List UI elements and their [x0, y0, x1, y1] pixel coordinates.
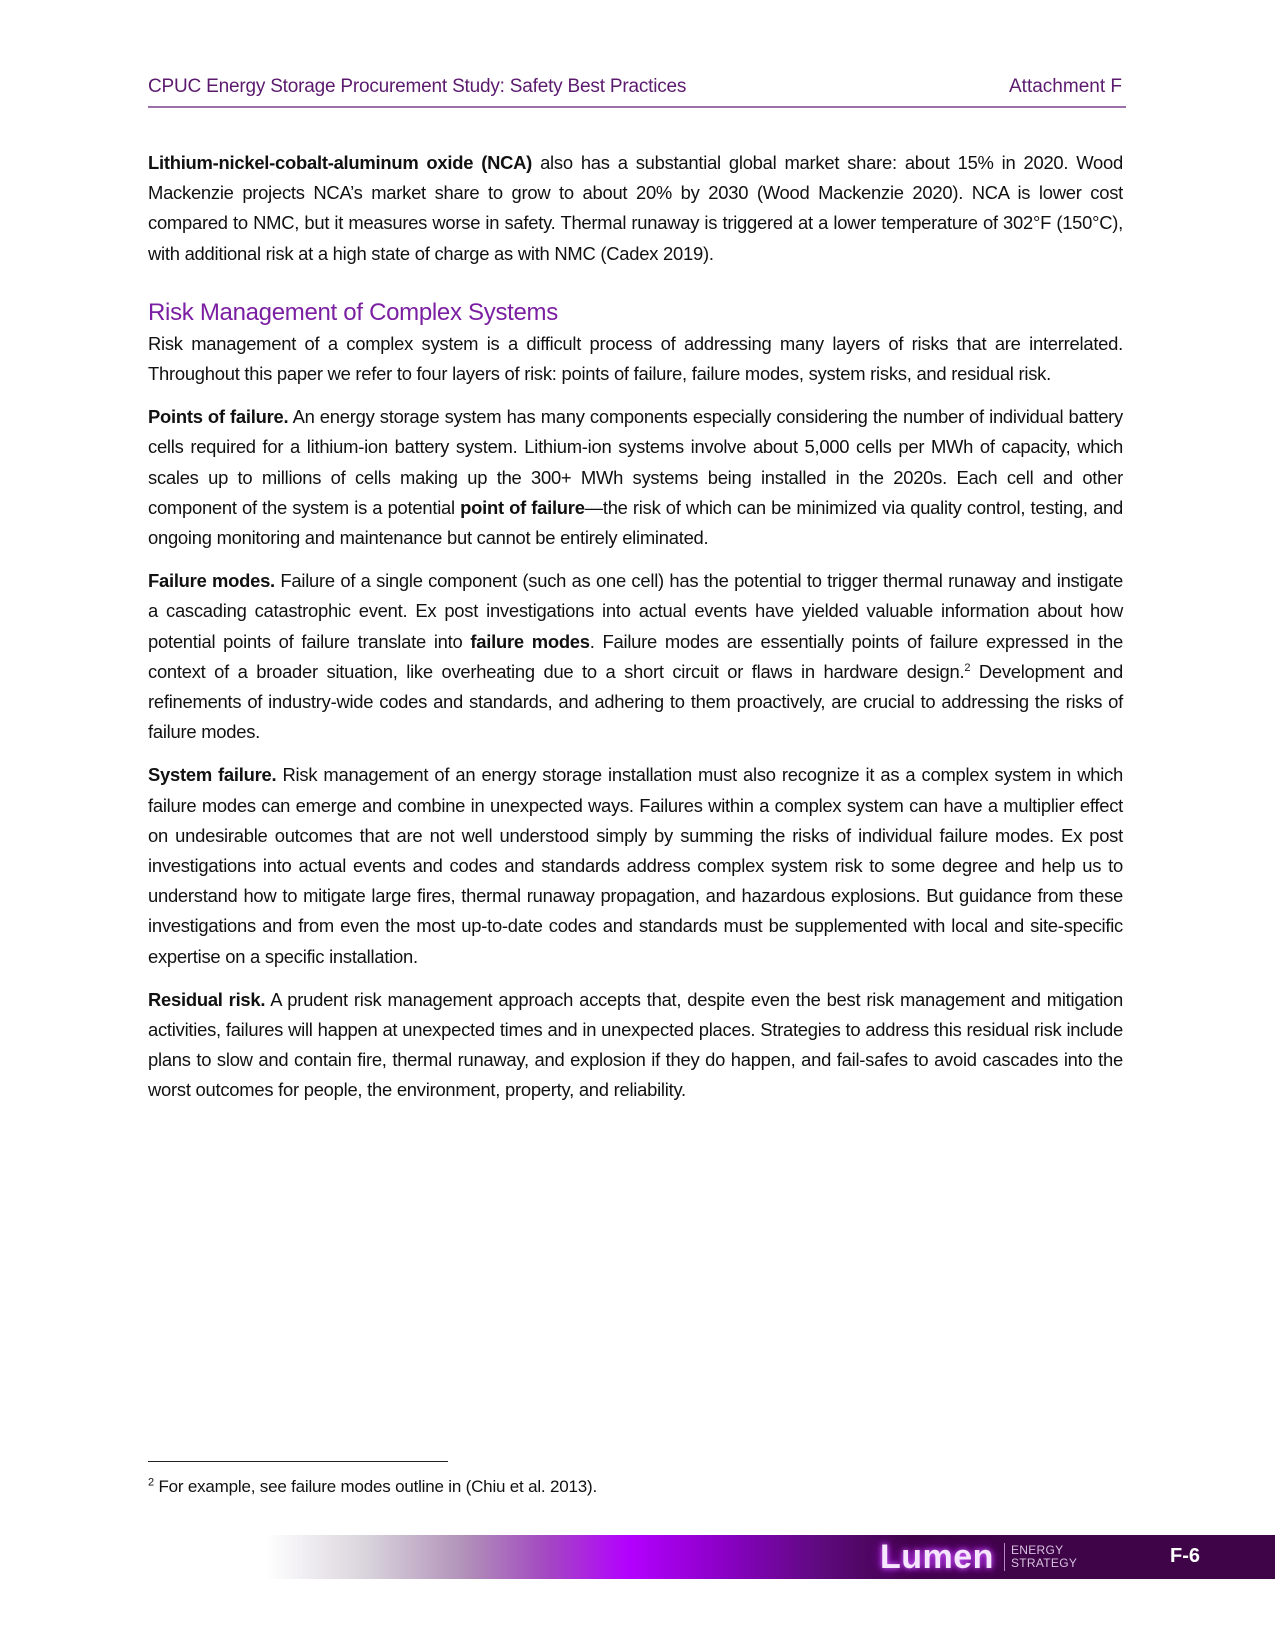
points-of-failure-lead: Points of failure. [148, 406, 289, 428]
footnote-divider [148, 1461, 448, 1462]
attachment-label: Attachment F [1009, 76, 1122, 97]
footnote-text: For example, see failure modes outline in (Chiu et al. 2013). [153, 1477, 597, 1496]
section-intro: Risk management of a complex system is a difficult process of addressing many layers of risks that are interrelated. Throughout this paper we refer to four layers of risk: points of failure, failure modes, system risks, and residual risk. [148, 332, 1123, 385]
logo-wordmark: Lumen [880, 1537, 994, 1576]
page-body [148, 148, 1123, 1119]
failure-modes-term: failure modes [470, 630, 590, 652]
failure-modes-text-mid: . Failure modes are essentially points of failure expressed in the context of a broader situation, like overheating due to a short circuit or flaws in hardware design. [148, 630, 1123, 682]
points-of-failure-paragraph [148, 402, 1123, 553]
residual-risk-lead: Residual risk. [148, 988, 266, 1010]
logo-tagline-line-2: STRATEGY [1010, 1556, 1078, 1570]
logo-tagline-line-1: ENERGY [1010, 1543, 1064, 1557]
failure-modes-paragraph [148, 566, 1123, 747]
point-of-failure-term: point of failure [460, 496, 585, 518]
nca-lead: Lithium-nickel-cobalt-aluminum oxide (NCA) [148, 152, 533, 173]
system-failure-text: Risk management of an energy storage installation must also recognize it as a complex system in which failure modes can emerge and combine in unexpected ways. Failures within a complex system can have a multiplier effect on undesirable outcomes that are not well understood simply by summing the risks of individual failure modes. Ex post investigations into actual events and codes and standards address complex system risk to some degree and help us to understand how to mitigate large fires, thermal runaway propagation, and hazardous explosions. But guidance from these investigations and from even the most up-to-date codes and standards must be supplemented with local and site-specific expertise on a specific installation. [148, 764, 1123, 967]
points-of-failure-text-end: —the risk of which can be minimized via quality control, testing, and ongoing monitoring and maintenance but cannot be entirely eliminated. [148, 496, 1123, 549]
residual-risk-paragraph [148, 985, 1123, 1106]
page-number: F-6 [1170, 1545, 1200, 1567]
failure-modes-text-end: Development and refinements of industry-wide codes and standards, and adhering to them proactively, are crucial to addressing the risks of failure modes. [148, 660, 1124, 743]
logo-divider [1004, 1543, 1005, 1571]
failure-modes-lead: Failure modes. [148, 570, 275, 592]
system-failure-lead: System failure. [148, 764, 277, 786]
document-title: CPUC Energy Storage Procurement Study: Safety Best Practices [148, 76, 687, 97]
nca-text: also has a substantial global market share: about 15% in 2020. Wood Mackenzie projects NCA’s market share to grow to about 20% by 2030 (Wood Mackenzie 2020). NCA is lower cost compared to NMC, but it measures worse in safety. Thermal runaway is triggered at a lower temperature of 302°F (150°C), with additional risk at a high state of charge as with NMC (Cadex 2019). [148, 152, 1123, 264]
footnote [148, 1477, 597, 1497]
points-of-failure-text: An energy storage system has many components especially considering the number of individual battery cells required for a lithium-ion battery system. Lithium-ion systems involve about 5,000 cells per MWh of capacity, which scales up to millions of cells making up the 300+ MWh systems being installed in the 2020s. Each cell and other component of the system is a potential [148, 406, 1124, 518]
page-footer [265, 1535, 1275, 1579]
nca-paragraph [148, 148, 1123, 269]
footnote-number: 2 [148, 1476, 154, 1489]
system-failure-paragraph [148, 760, 1123, 971]
logo-tagline [1011, 1544, 1077, 1570]
lumen-logo [880, 1538, 1077, 1576]
footnote-ref[interactable]: 2 [964, 661, 971, 674]
page-header [148, 74, 1126, 108]
section-heading: Risk Management of Complex Systems [148, 298, 558, 326]
residual-risk-text: A prudent risk management approach accepts that, despite even the best risk management and mitigation activities, failures will happen at unexpected times and in unexpected places. Strategies to address this residual risk include plans to slow and contain fire, thermal runaway, and explosion if they do happen, and fail-safes to avoid cascades into the worst outcomes for people, the environment, property, and reliability. [148, 988, 1123, 1101]
failure-modes-text: Failure of a single component (such as one cell) has the potential to trigger thermal runaway and instigate a cascading catastrophic event. Ex post investigations into actual events have yielded valuable information about how potential points of failure translate into [148, 570, 1123, 652]
